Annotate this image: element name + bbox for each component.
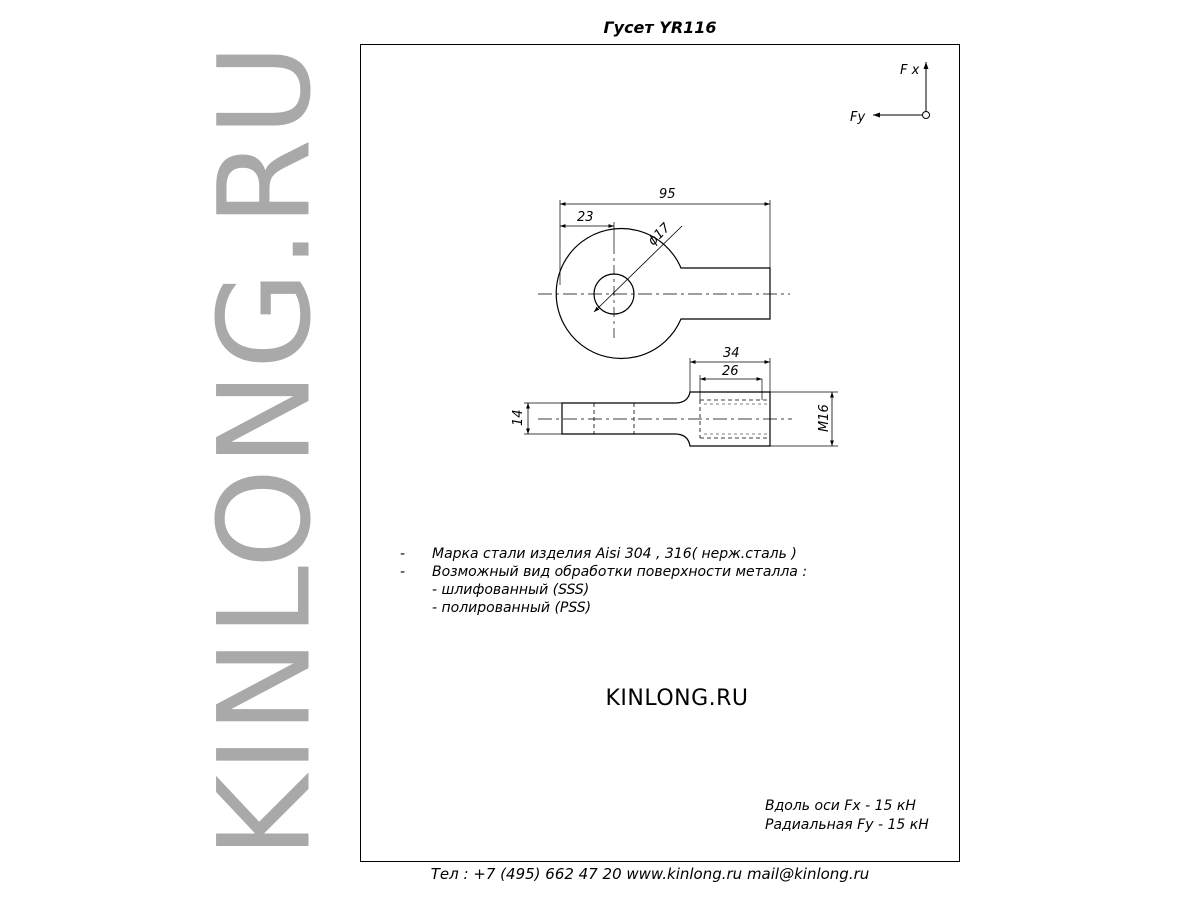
load-radial: Радиальная Fy - 15 кН [765, 817, 929, 833]
dim-95-label: 95 [659, 187, 676, 202]
axes-origin [923, 112, 930, 119]
fy-label: Fy [850, 110, 866, 125]
dim-14-label: 14 [511, 409, 526, 426]
brand-text: KINLONG.RU [605, 686, 749, 711]
note-text: - полированный (PSS) [432, 600, 592, 616]
load-specs [765, 797, 929, 835]
dim-diameter-label: ϕ17 [645, 220, 674, 249]
fx-label: F x [900, 63, 920, 78]
note-dash: - [400, 564, 406, 580]
side-view [524, 358, 838, 446]
contact-line: Тел : +7 (495) 662 47 20 www.kinlong.ru mail@kinlong.ru [430, 865, 870, 883]
note-text: Возможный вид обработки поверхности металла : [432, 564, 808, 580]
dim-23-label: 23 [577, 210, 594, 225]
load-axial: Вдоль оси Fx - 15 кН [765, 798, 916, 814]
dim-diameter-leader [594, 226, 682, 312]
note-text: Марка стали изделия Aisi 304 , 316( нерж.сталь ) [432, 546, 797, 562]
watermark-text: KINLONG.RU [190, 41, 339, 859]
dim-34-label: 34 [723, 346, 740, 361]
note-text: - шлифованный (SSS) [432, 582, 590, 598]
eye-outline [556, 229, 770, 359]
dim-m16-label: M16 [817, 404, 832, 432]
dim-26-label: 26 [722, 364, 739, 379]
drawing-title: Гусет YR116 [603, 18, 717, 37]
note-dash: - [400, 546, 406, 562]
